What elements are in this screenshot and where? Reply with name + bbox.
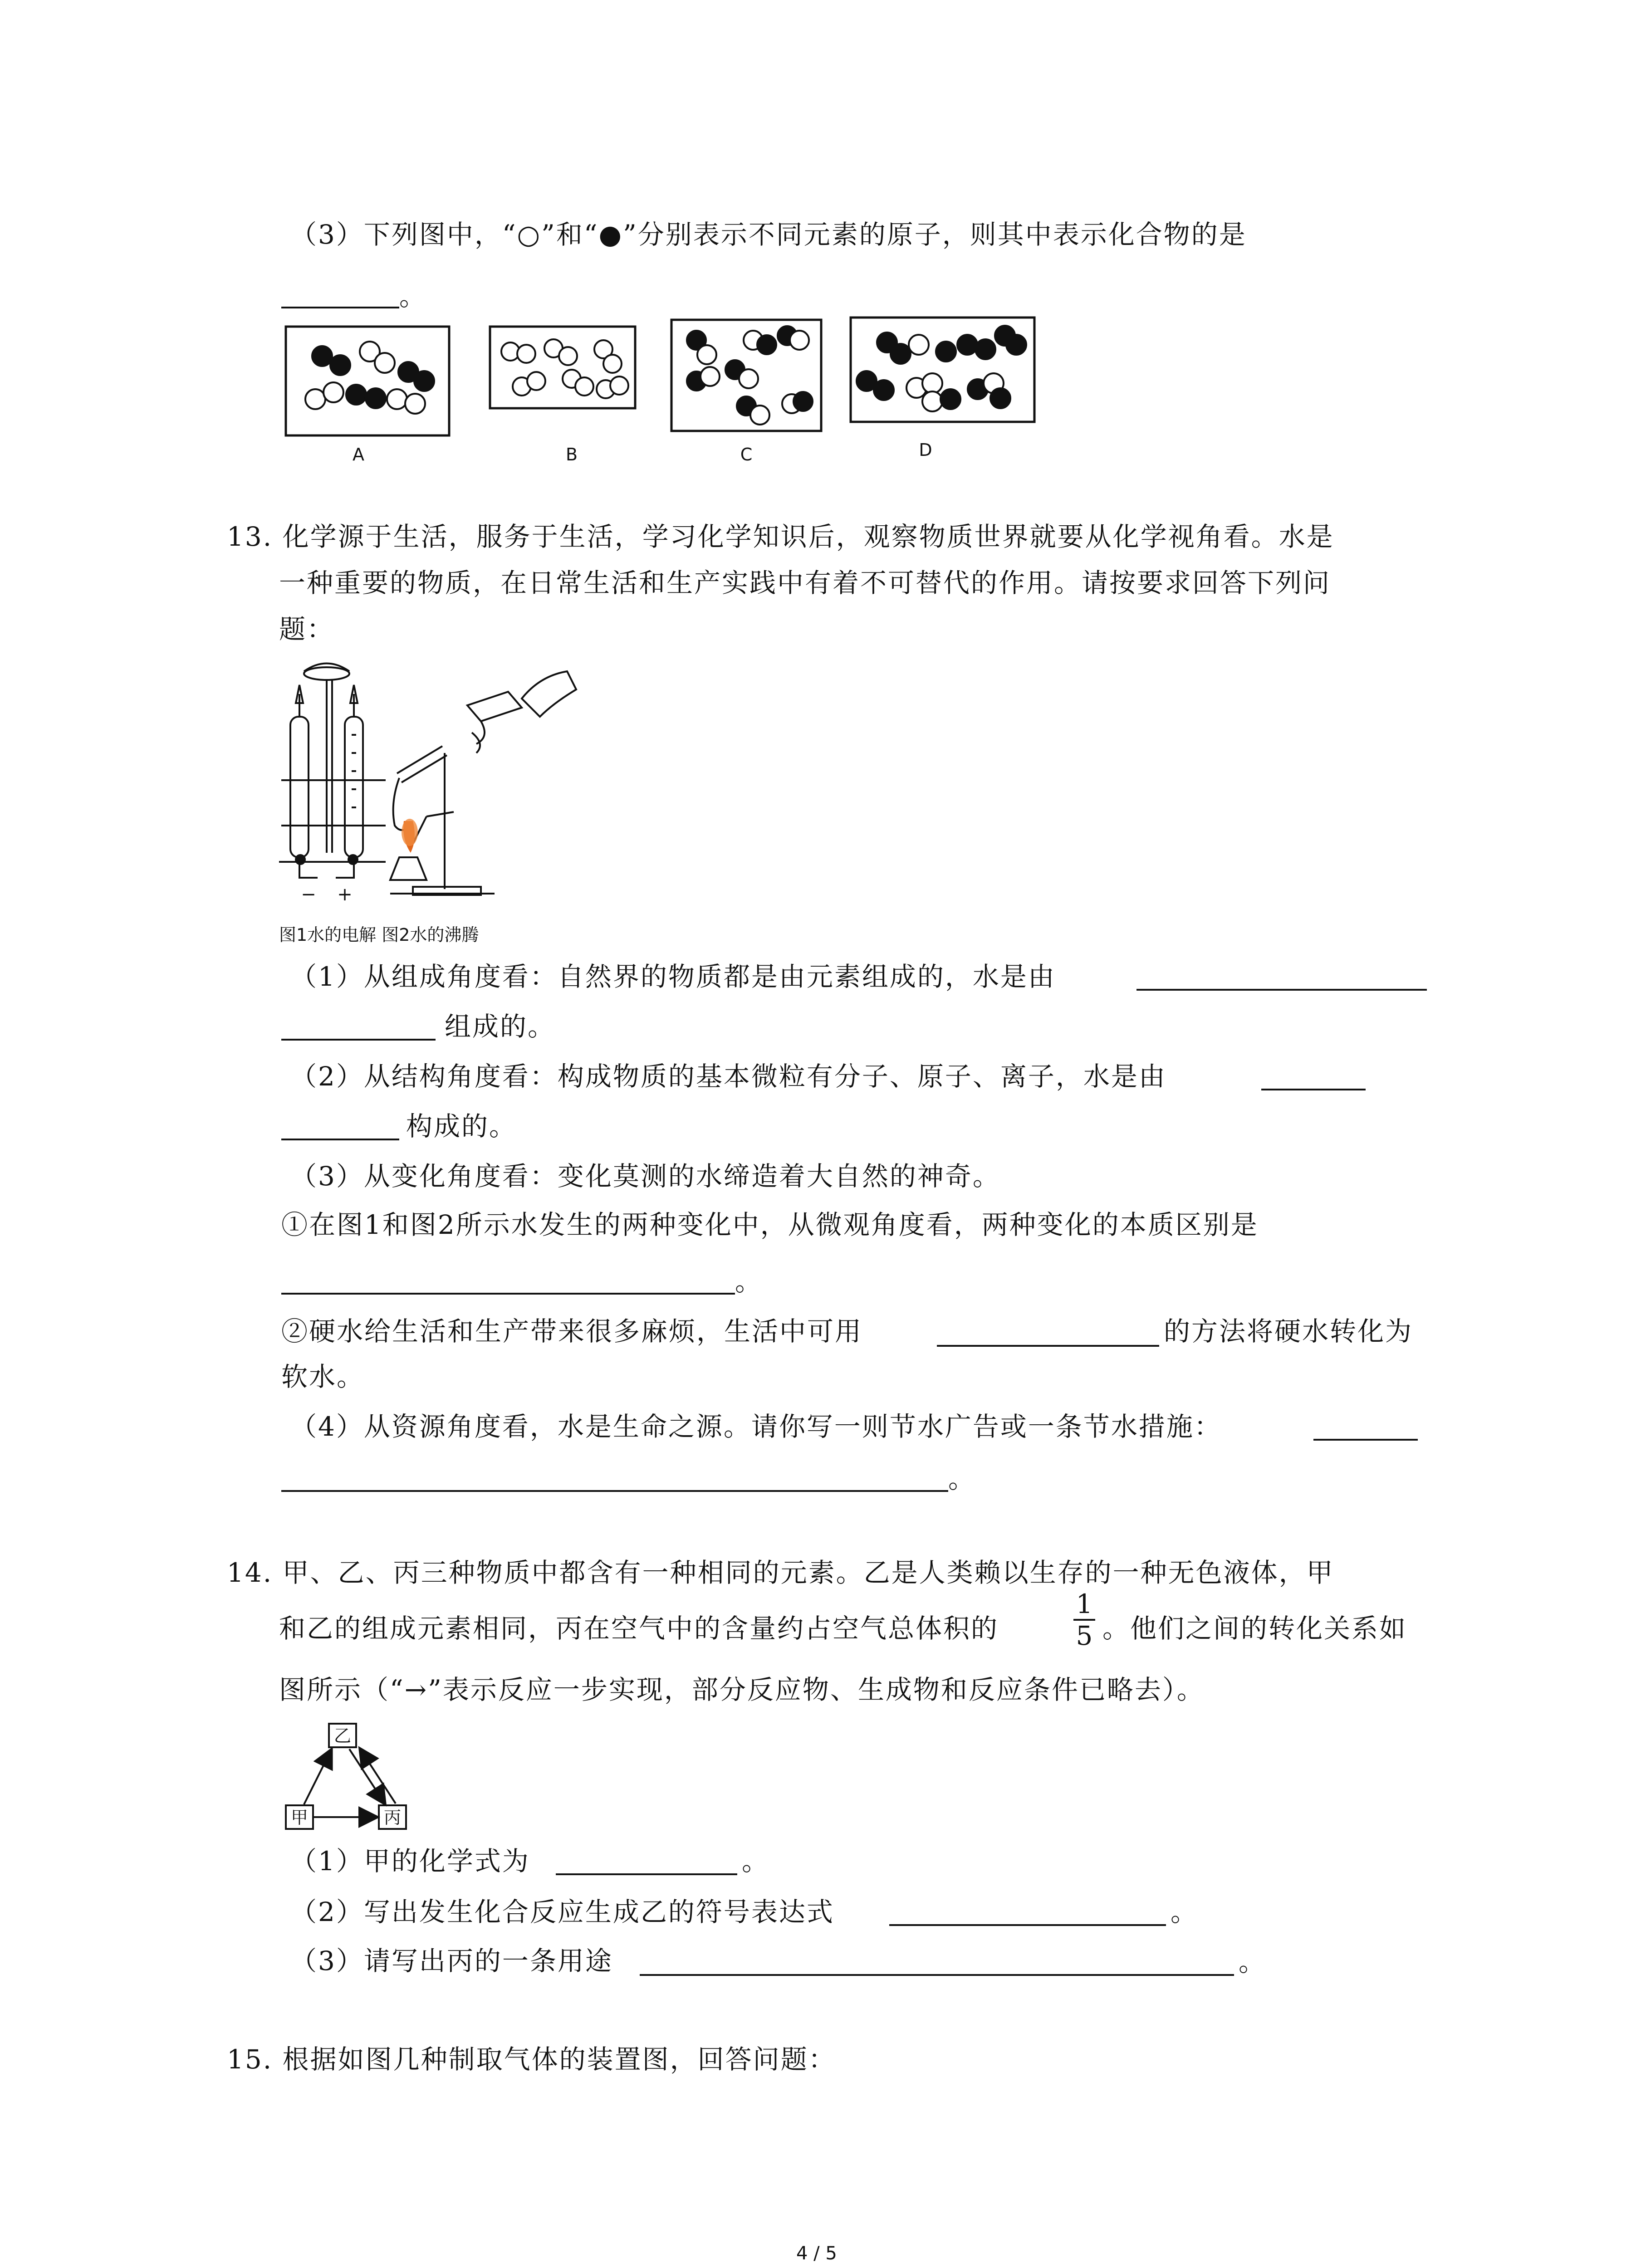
q13-stem-line2: 一种重要的物质，在日常生活和生产实践中有着不可替代的作用。请按要求回答下列问 [279,567,1331,598]
q15-line1: 15. 根据如图几种制取气体的装置图，回答问题： [227,2044,836,2075]
option-c-particles [687,326,813,425]
q13-sub2-text: （2）从结构角度看：构成物质的基本微粒有分子、原子、离子，水是由 [290,1061,1166,1092]
q14-node-left: 甲 [290,1808,309,1828]
option-d-label: D [919,440,932,460]
q13-sub3-2-cont: 的方法将硬水转化为 [1164,1316,1413,1347]
q14-line2-b: 。他们之间的转化关系如 [1102,1613,1407,1644]
q12-3-line1: （3）下列图中，“○”和“●”分别表示不同元素的原子，则其中表示化合物的是 [290,219,1247,250]
q14-line2-a: 和乙的组成元素相同，丙在空气中的含量约占空气总体积的 [279,1613,999,1644]
q14-sub1-blank[interactable] [556,1873,737,1875]
page-number: 4 / 5 [796,2243,837,2264]
q14-relation-diagram [277,1719,422,1842]
q13-sub4-end: 。 [948,1463,976,1494]
q14-node-right: 丙 [383,1808,402,1828]
q12-3-particle-figures [272,313,1053,467]
q13-sub2-blank-a[interactable] [1261,1089,1366,1090]
q13-sub3-2-end: 软水。 [281,1361,365,1392]
option-c-label: C [740,445,753,464]
option-d-particles [857,326,1026,411]
q14-fraction-numerator: 1 [1076,1589,1093,1619]
q13-sub1-blank-a[interactable] [1136,989,1427,991]
q13-sub1-end: 组成的。 [445,1011,556,1042]
q13-sub4-blank-a[interactable] [1313,1439,1418,1441]
q14-sub3-blank[interactable] [640,1974,1234,1976]
q14-sub2-blank[interactable] [889,1924,1166,1926]
q13-sub3-2-text: ②硬水给生活和生产带来很多麻烦，生活中可用 [281,1316,863,1347]
q13-sub3-1-blank[interactable] [281,1293,735,1295]
q14-sub1-text: （1）甲的化学式为 [290,1846,530,1877]
q13-figure-caption: 图1水的电解 图2水的沸腾 [279,925,479,945]
q14-fraction-denominator: 5 [1076,1620,1093,1651]
q14-line1: 14. 甲、乙、丙三种物质中都含有一种相同的元素。乙是人类赖以生存的一种无色液体，甲 [227,1557,1334,1588]
q13-sub3-1-end: 。 [735,1266,763,1297]
q13-sub4-blank-b[interactable] [281,1490,948,1492]
q12-3-end: 。 [399,281,427,312]
q13-sub3-2-blank[interactable] [937,1345,1159,1347]
option-b-particles [501,339,628,398]
cathode-sign: − [301,884,316,905]
q13-stem-line3: 题： [279,614,335,645]
q13-stem-line1: 13. 化学源于生活，服务于生活，学习化学知识后，观察物质世界就要从化学视角看。水是 [227,521,1334,552]
q13-water-figures [277,653,585,907]
q13-sub4-text: （4）从资源角度看，水是生命之源。请你写一则节水广告或一条节水措施： [290,1411,1222,1442]
q13-sub2-blank-b[interactable] [281,1139,399,1140]
q14-sub2-end: 。 [1171,1897,1199,1927]
q12-3-answer-blank[interactable] [281,307,399,308]
q13-sub3-text: （3）从变化角度看：变化莫测的水缔造着大自然的神奇。 [290,1161,1000,1192]
option-a-label: A [353,445,364,464]
q13-sub1-text: （1）从组成角度看：自然界的物质都是由元素组成的，水是由 [290,961,1056,992]
q14-node-top: 乙 [333,1726,352,1746]
q14-fraction [1071,1590,1098,1650]
option-a-particles [305,342,434,414]
q14-sub3-text: （3）请写出丙的一条用途 [290,1945,613,1976]
q14-sub1-end: 。 [742,1846,770,1877]
option-b-label: B [565,445,578,464]
q14-sub3-end: 。 [1239,1946,1267,1977]
q13-sub2-end: 构成的。 [406,1111,517,1142]
q14-sub2-text: （2）写出发生化合反应生成乙的符号表达式 [290,1897,834,1927]
q13-sub1-blank-b[interactable] [281,1039,436,1041]
anode-sign: + [337,884,353,905]
q14-line3: 图所示（“→”表示反应一步实现，部分反应物、生成物和反应条件已略去）。 [279,1674,1205,1705]
q13-sub3-1-text: ①在图1和图2所示水发生的两种变化中，从微观角度看，两种变化的本质区别是 [281,1209,1259,1240]
